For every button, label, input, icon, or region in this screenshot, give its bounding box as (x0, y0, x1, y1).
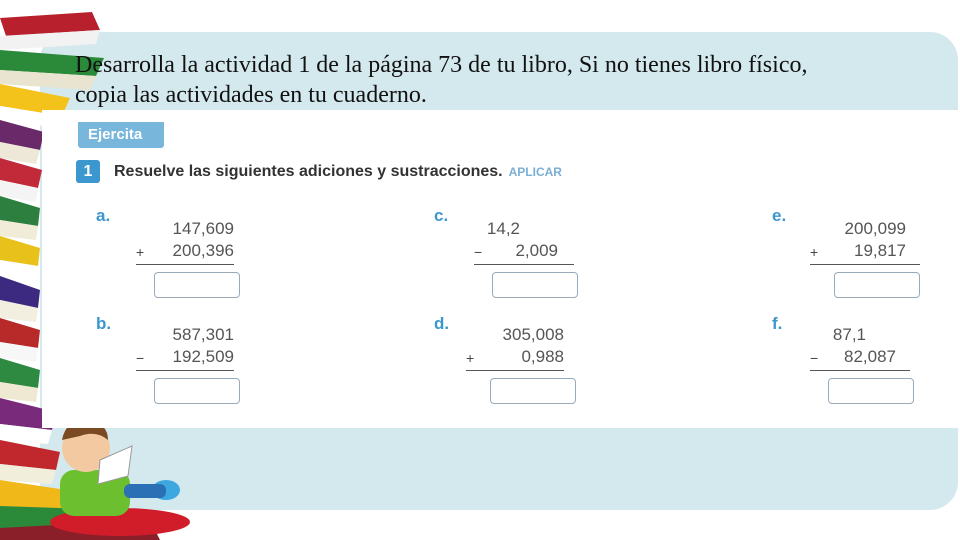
section-tag: Ejercita (78, 122, 164, 148)
operand-bottom: 19,817 (854, 241, 906, 260)
operand-bottom: 192,509 (172, 347, 234, 366)
answer-box[interactable] (828, 378, 914, 404)
operator-sign: − (474, 244, 483, 260)
operator-sign: − (136, 350, 145, 366)
operand-top: 200,099 (844, 219, 906, 238)
instruction-text: Desarrolla la actividad 1 de la página 73 de tu libro, Si no tienes libro físico, copia las actividades en tu cuaderno. (75, 52, 808, 108)
activity-title: Resuelve las siguientes adiciones y sustracciones. (114, 163, 503, 180)
answer-box[interactable] (834, 272, 920, 298)
result-line (136, 264, 234, 265)
exercise-letter: b. (96, 314, 112, 333)
answer-box[interactable] (154, 378, 240, 404)
operand-top: 587,301 (172, 325, 234, 344)
result-line (474, 264, 574, 265)
operand-top: 14,2 (486, 219, 520, 238)
operator-sign: + (810, 244, 819, 260)
answer-box[interactable] (490, 378, 576, 404)
result-line (810, 264, 920, 265)
activity-level: APLICAR (508, 165, 562, 179)
result-line (466, 370, 564, 371)
operand-top: 147,609 (172, 219, 234, 238)
textbook-page-panel (42, 110, 960, 428)
operand-bottom: 200,396 (172, 241, 234, 260)
operator-sign: + (136, 244, 145, 260)
exercise-letter: e. (772, 206, 787, 225)
operator-sign: + (466, 350, 475, 366)
activity-number-badge: 1 (76, 160, 100, 183)
operand-top: 305,008 (502, 325, 564, 344)
activity-heading (114, 160, 562, 184)
exercise-letter: d. (434, 314, 450, 333)
exercise-letter: a. (96, 206, 111, 225)
operator-sign: − (810, 350, 819, 366)
operand-top: 87,1 (832, 325, 866, 344)
answer-box[interactable] (154, 272, 240, 298)
operand-bottom: 0,988 (521, 347, 564, 366)
operand-bottom: 82,087 (844, 347, 896, 366)
result-line (136, 370, 234, 371)
answer-box[interactable] (492, 272, 578, 298)
exercise-letter: c. (434, 206, 449, 225)
result-line (810, 370, 910, 371)
operand-bottom: 2,009 (515, 241, 558, 260)
exercise-letter: f. (772, 314, 783, 333)
